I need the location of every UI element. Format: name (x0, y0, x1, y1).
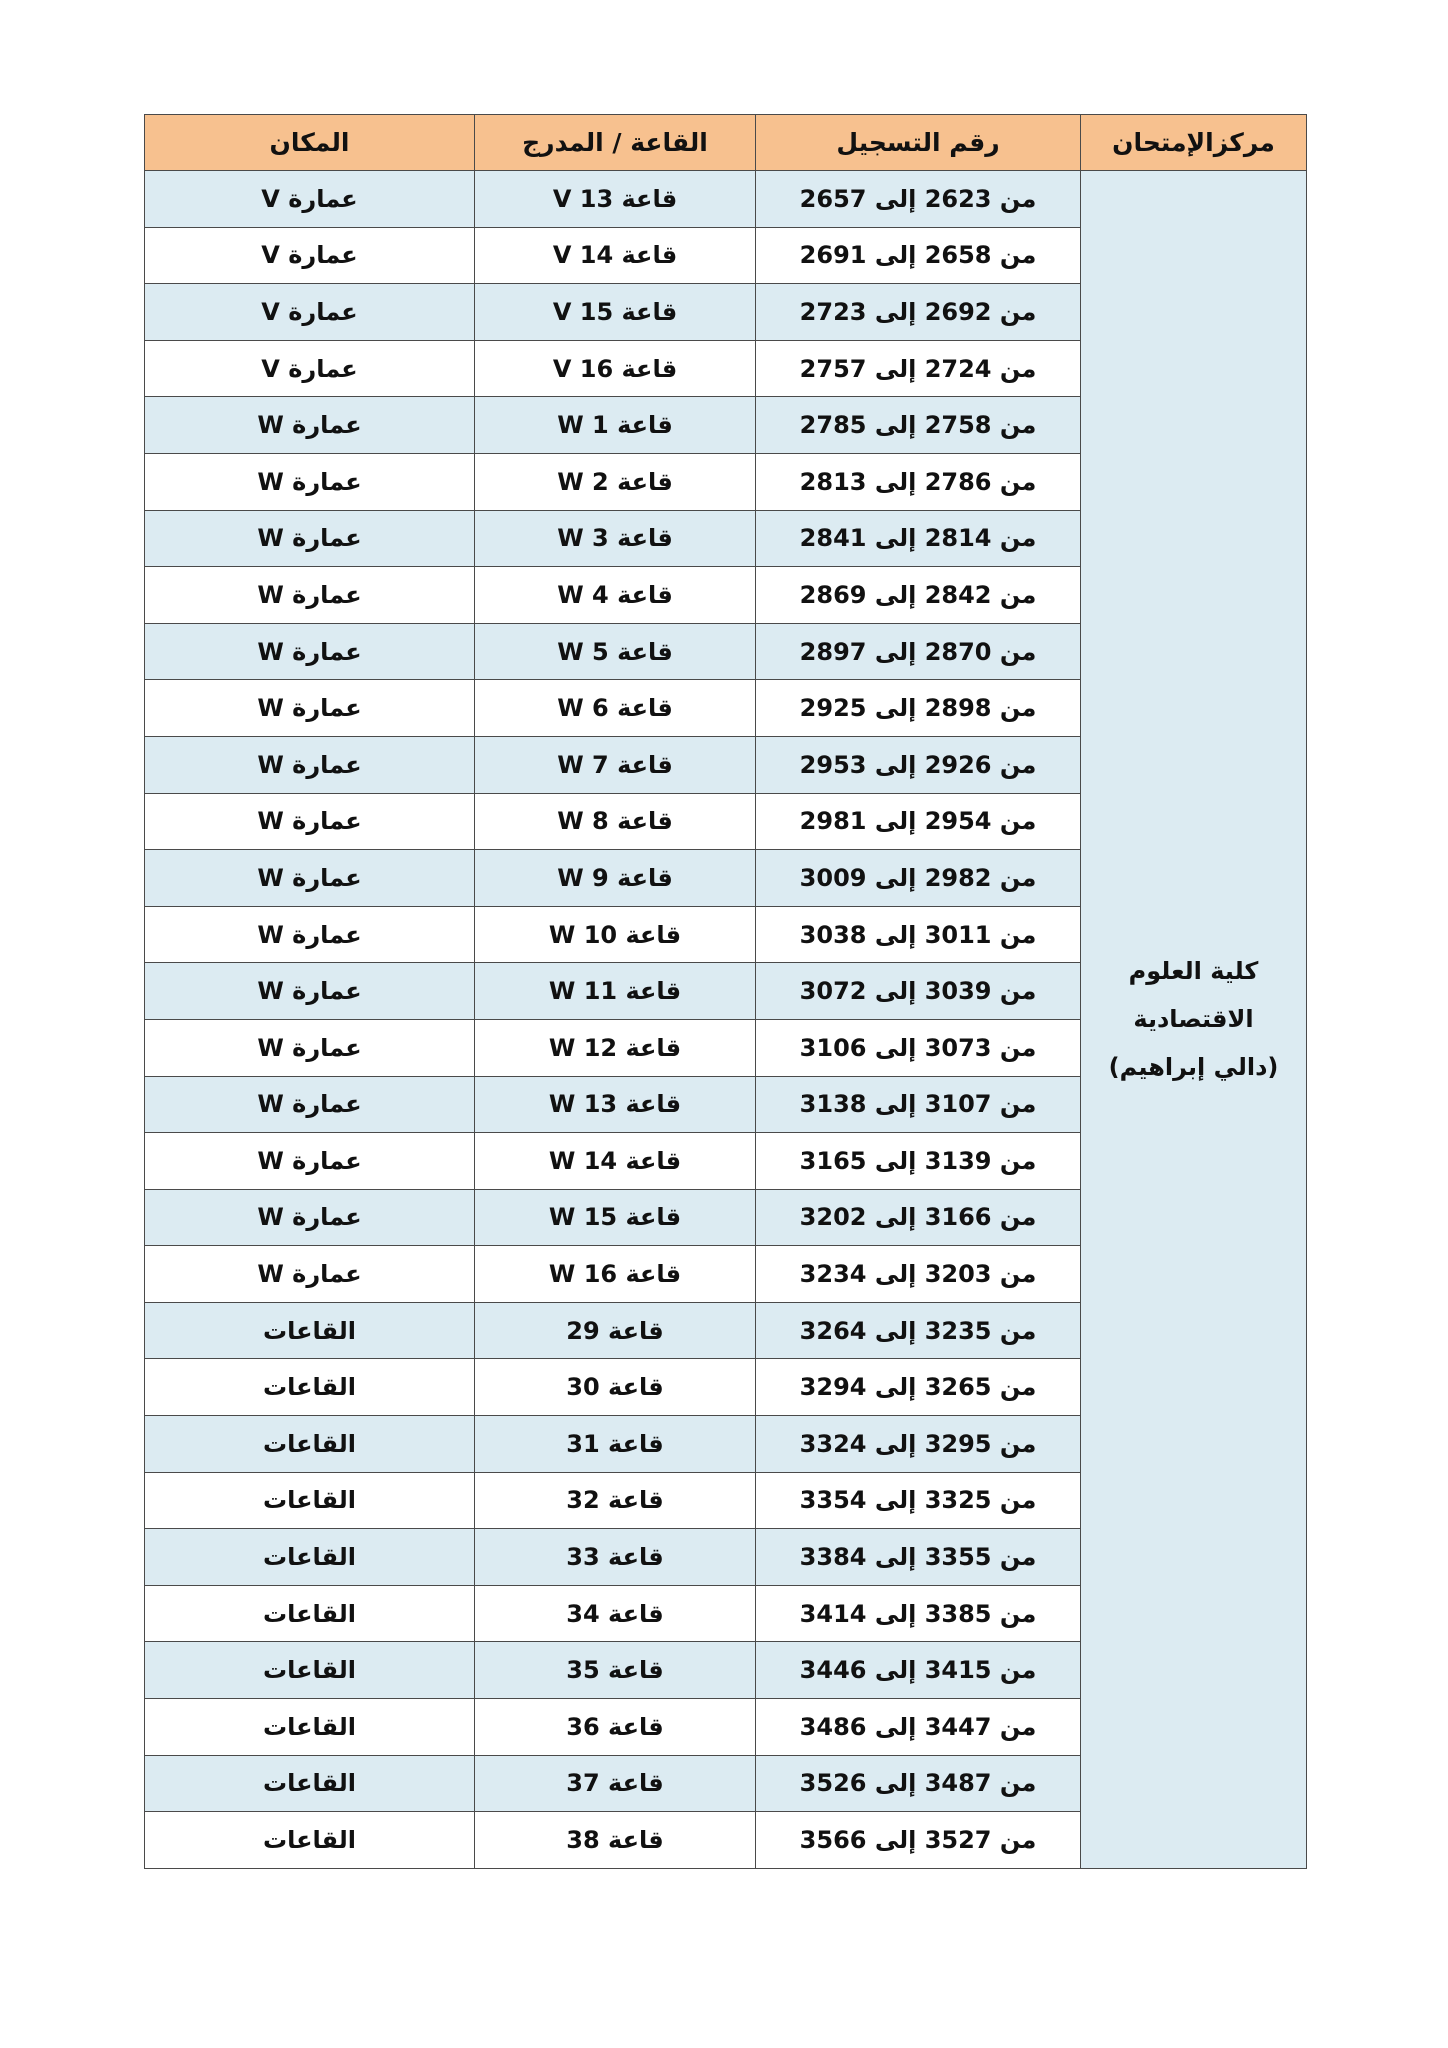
hall-cell: قاعة 30 (475, 1359, 756, 1416)
registration-range-cell: من 2758 إلى 2785 (756, 397, 1081, 454)
place-cell: عمارة W (145, 680, 475, 737)
registration-range-cell: من 2623 إلى 2657 (756, 171, 1081, 228)
registration-range-cell: من 3447 إلى 3486 (756, 1699, 1081, 1756)
place-cell: عمارة W (145, 906, 475, 963)
hall-cell: قاعة 33 (475, 1529, 756, 1586)
exam-center-line3: (دالي إبراهيم) (1108, 1053, 1279, 1082)
place-cell: القاعات (145, 1416, 475, 1473)
hall-cell: قاعة 32 (475, 1472, 756, 1529)
registration-range-cell: من 3166 إلى 3202 (756, 1189, 1081, 1246)
registration-range-cell: من 3487 إلى 3526 (756, 1755, 1081, 1812)
header-place: المكان (145, 115, 475, 171)
hall-cell: قاعة W 1 (475, 397, 756, 454)
registration-range-cell: من 2692 إلى 2723 (756, 284, 1081, 341)
hall-cell: قاعة W 11 (475, 963, 756, 1020)
place-cell: القاعات (145, 1642, 475, 1699)
place-cell: عمارة W (145, 567, 475, 624)
place-cell: عمارة W (145, 1246, 475, 1303)
place-cell: القاعات (145, 1812, 475, 1869)
place-cell: القاعات (145, 1529, 475, 1586)
registration-range-cell: من 2658 إلى 2691 (756, 227, 1081, 284)
registration-range-cell: من 2898 إلى 2925 (756, 680, 1081, 737)
place-cell: عمارة V (145, 340, 475, 397)
place-cell: عمارة W (145, 963, 475, 1020)
hall-cell: قاعة W 3 (475, 510, 756, 567)
hall-cell: قاعة W 13 (475, 1076, 756, 1133)
registration-range-cell: من 2786 إلى 2813 (756, 453, 1081, 510)
place-cell: عمارة W (145, 623, 475, 680)
hall-cell: قاعة 37 (475, 1755, 756, 1812)
registration-range-cell: من 2814 إلى 2841 (756, 510, 1081, 567)
place-cell: عمارة W (145, 1189, 475, 1246)
registration-range-cell: من 3011 إلى 3038 (756, 906, 1081, 963)
place-cell: القاعات (145, 1755, 475, 1812)
registration-range-cell: من 3107 إلى 3138 (756, 1076, 1081, 1133)
hall-cell: قاعة W 9 (475, 850, 756, 907)
hall-cell: قاعة W 16 (475, 1246, 756, 1303)
hall-cell: قاعة W 10 (475, 906, 756, 963)
header-exam-center: مركزالإمتحان (1081, 115, 1307, 171)
place-cell: عمارة W (145, 397, 475, 454)
registration-range-cell: من 3527 إلى 3566 (756, 1812, 1081, 1869)
hall-cell: قاعة W 15 (475, 1189, 756, 1246)
place-cell: عمارة W (145, 510, 475, 567)
registration-range-cell: من 3355 إلى 3384 (756, 1529, 1081, 1586)
header-hall: القاعة / المدرج (475, 115, 756, 171)
hall-cell: قاعة W 5 (475, 623, 756, 680)
hall-cell: قاعة V 14 (475, 227, 756, 284)
header-registration: رقم التسجيل (756, 115, 1081, 171)
place-cell: عمارة W (145, 1133, 475, 1190)
exam-center-line1: كلية العلوم (1128, 957, 1259, 986)
hall-cell: قاعة 38 (475, 1812, 756, 1869)
registration-range-cell: من 2842 إلى 2869 (756, 567, 1081, 624)
registration-range-cell: من 3385 إلى 3414 (756, 1585, 1081, 1642)
hall-cell: قاعة V 16 (475, 340, 756, 397)
hall-cell: قاعة V 13 (475, 171, 756, 228)
registration-range-cell: من 3139 إلى 3165 (756, 1133, 1081, 1190)
place-cell: عمارة V (145, 171, 475, 228)
hall-cell: قاعة W 8 (475, 793, 756, 850)
table-body (145, 171, 1307, 1869)
place-cell: عمارة W (145, 1076, 475, 1133)
hall-cell: قاعة W 14 (475, 1133, 756, 1190)
registration-range-cell: من 3203 إلى 3234 (756, 1246, 1081, 1303)
registration-range-cell: من 3325 إلى 3354 (756, 1472, 1081, 1529)
registration-range-cell: من 3235 إلى 3264 (756, 1302, 1081, 1359)
hall-cell: قاعة 35 (475, 1642, 756, 1699)
registration-range-cell: من 2870 إلى 2897 (756, 623, 1081, 680)
registration-range-cell: من 2982 إلى 3009 (756, 850, 1081, 907)
hall-cell: قاعة 34 (475, 1585, 756, 1642)
place-cell: عمارة W (145, 736, 475, 793)
hall-cell: قاعة W 12 (475, 1019, 756, 1076)
hall-cell: قاعة W 4 (475, 567, 756, 624)
place-cell: عمارة W (145, 453, 475, 510)
hall-cell: قاعة W 6 (475, 680, 756, 737)
place-cell: القاعات (145, 1359, 475, 1416)
hall-cell: قاعة 29 (475, 1302, 756, 1359)
registration-range-cell: من 3265 إلى 3294 (756, 1359, 1081, 1416)
registration-range-cell: من 3415 إلى 3446 (756, 1642, 1081, 1699)
registration-range-cell: من 2724 إلى 2757 (756, 340, 1081, 397)
hall-cell: قاعة W 2 (475, 453, 756, 510)
place-cell: القاعات (145, 1302, 475, 1359)
hall-cell: قاعة V 15 (475, 284, 756, 341)
place-cell: عمارة V (145, 284, 475, 341)
registration-range-cell: من 2954 إلى 2981 (756, 793, 1081, 850)
header-row (145, 115, 1307, 171)
place-cell: القاعات (145, 1699, 475, 1756)
exam-allocation-table (144, 114, 1307, 1869)
exam-center-cell (1081, 171, 1307, 1869)
exam-center-line2: الاقتصادية (1133, 1005, 1254, 1034)
place-cell: عمارة W (145, 850, 475, 907)
hall-cell: قاعة 36 (475, 1699, 756, 1756)
place-cell: القاعات (145, 1472, 475, 1529)
hall-cell: قاعة W 7 (475, 736, 756, 793)
registration-range-cell: من 3295 إلى 3324 (756, 1416, 1081, 1473)
registration-range-cell: من 3039 إلى 3072 (756, 963, 1081, 1020)
place-cell: عمارة W (145, 1019, 475, 1076)
place-cell: عمارة W (145, 793, 475, 850)
hall-cell: قاعة 31 (475, 1416, 756, 1473)
place-cell: عمارة V (145, 227, 475, 284)
registration-range-cell: من 3073 إلى 3106 (756, 1019, 1081, 1076)
place-cell: القاعات (145, 1585, 475, 1642)
registration-range-cell: من 2926 إلى 2953 (756, 736, 1081, 793)
table-row (145, 171, 1307, 228)
